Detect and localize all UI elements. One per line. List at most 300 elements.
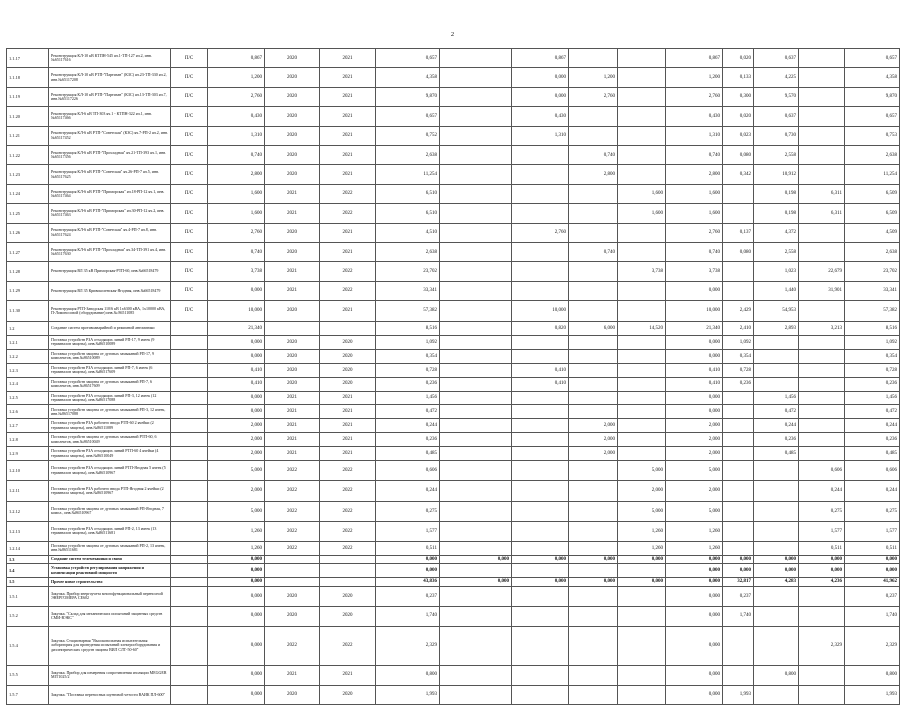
row-col-12 bbox=[799, 586, 845, 606]
table-row bbox=[7, 521, 900, 541]
row-col-12 bbox=[799, 419, 845, 433]
table-row bbox=[7, 626, 900, 665]
row-col-9: 0,000 bbox=[666, 606, 723, 626]
row-total-cost: 2,638 bbox=[376, 242, 440, 261]
row-col-5 bbox=[440, 242, 512, 261]
row-code: 1.1.22 bbox=[7, 145, 49, 164]
row-col-9: 5,000 bbox=[666, 460, 723, 480]
row-name: Закупка. Прибор для измерения сопротивления изоляции MEGGER MIT1025/2 bbox=[49, 665, 171, 685]
row-col-5 bbox=[440, 665, 512, 685]
row-code: 1.3 bbox=[7, 555, 49, 564]
row-col-8 bbox=[618, 419, 666, 433]
table-row bbox=[7, 349, 900, 363]
row-col-13: 33,341 bbox=[845, 281, 900, 300]
row-total-cost: 0,000 bbox=[376, 564, 440, 578]
row-unit bbox=[171, 460, 208, 480]
row-start-year: 2020 bbox=[265, 126, 320, 145]
row-col-8 bbox=[618, 107, 666, 126]
row-col-9: 2,000 bbox=[666, 419, 723, 433]
row-col-9: 2,000 bbox=[666, 447, 723, 461]
table-row bbox=[7, 419, 900, 433]
row-start-year: 2021 bbox=[265, 281, 320, 300]
row-col-12 bbox=[799, 145, 845, 164]
row-col-10 bbox=[723, 541, 754, 555]
row-start-year: 2020 bbox=[265, 685, 320, 705]
row-name: Реконструкция ВЛ 35 кВ Приморская-РТП-60, инв.№66518479 bbox=[49, 262, 171, 281]
row-unit bbox=[171, 685, 208, 705]
table-row bbox=[7, 377, 900, 391]
row-unit bbox=[171, 521, 208, 541]
table-row bbox=[7, 145, 900, 164]
row-end-year: 2020 bbox=[320, 377, 376, 391]
table-row bbox=[7, 204, 900, 223]
row-unit: П/С bbox=[171, 107, 208, 126]
row-unit bbox=[171, 501, 208, 521]
row-start-year: 2020 bbox=[265, 242, 320, 261]
row-total-cost: 2,638 bbox=[376, 145, 440, 164]
row-col-8 bbox=[618, 126, 666, 145]
row-col-9: 0,000 bbox=[666, 665, 723, 685]
row-col-9: 21,340 bbox=[666, 321, 723, 335]
row-col-11: 10,912 bbox=[754, 165, 799, 184]
row-col-13: 1,740 bbox=[845, 606, 900, 626]
row-col-13: 4,509 bbox=[845, 223, 900, 242]
row-start-year: 2022 bbox=[265, 626, 320, 665]
table-row bbox=[7, 460, 900, 480]
row-end-year bbox=[320, 564, 376, 578]
row-code: 1.2.12 bbox=[7, 501, 49, 521]
row-col-11 bbox=[754, 521, 799, 541]
row-length-km: 0,740 bbox=[208, 242, 265, 261]
row-code: 1.2.8 bbox=[7, 433, 49, 447]
row-code: 1.2.6 bbox=[7, 405, 49, 419]
row-start-year: 2021 bbox=[265, 447, 320, 461]
row-name: Поставка устройств защиты от дуговых замыканий РП-7, 6 комплектов, инв.№86517609 bbox=[49, 377, 171, 391]
row-col-12 bbox=[799, 87, 845, 106]
table-row bbox=[7, 87, 900, 106]
row-col-6 bbox=[512, 606, 569, 626]
row-code: 1.1.29 bbox=[7, 281, 49, 300]
row-col-11 bbox=[754, 349, 799, 363]
row-col-5 bbox=[440, 281, 512, 300]
row-col-11: 1,023 bbox=[754, 262, 799, 281]
row-col-9: 0,000 bbox=[666, 586, 723, 606]
row-col-6 bbox=[512, 501, 569, 521]
row-col-11: 2,893 bbox=[754, 321, 799, 335]
row-col-6 bbox=[512, 262, 569, 281]
row-start-year: 2021 bbox=[265, 433, 320, 447]
row-start-year: 2022 bbox=[265, 521, 320, 541]
row-col-10: 0,137 bbox=[723, 223, 754, 242]
row-col-11: 0,000 bbox=[754, 555, 799, 564]
row-col-11: 0,637 bbox=[754, 107, 799, 126]
row-col-12: 0,000 bbox=[799, 555, 845, 564]
row-name: Закупка. Прибор энергоучета многофункциональный переносной ЭНЕРГОМЕРА CE602 bbox=[49, 586, 171, 606]
row-start-year: 2020 bbox=[265, 223, 320, 242]
row-col-13: 0,606 bbox=[845, 460, 900, 480]
row-end-year: 2022 bbox=[320, 184, 376, 203]
row-col-7 bbox=[569, 107, 618, 126]
row-col-13: 9,870 bbox=[845, 87, 900, 106]
row-end-year: 2021 bbox=[320, 165, 376, 184]
row-unit bbox=[171, 665, 208, 685]
row-end-year bbox=[320, 321, 376, 335]
row-name: Реконструкция КЛ-6 кВ ТП-303 яч.1 - КТПН-322 яч.1, инв.№65117466 bbox=[49, 107, 171, 126]
row-col-9: 0,410 bbox=[666, 377, 723, 391]
row-col-13: 0,472 bbox=[845, 405, 900, 419]
row-total-cost: 0,472 bbox=[376, 405, 440, 419]
row-col-5 bbox=[440, 68, 512, 87]
row-code: 1.5.7 bbox=[7, 685, 49, 705]
row-col-8: 1,600 bbox=[618, 204, 666, 223]
row-col-13: 23,702 bbox=[845, 262, 900, 281]
row-code: 1.2.10 bbox=[7, 460, 49, 480]
row-unit bbox=[171, 481, 208, 501]
row-name: Реконструкция КЛ-6 кВ РТП-"Прохладная" яч.34-ТП-391 яч.4, инв.№65117630 bbox=[49, 242, 171, 261]
row-total-cost: 1,577 bbox=[376, 521, 440, 541]
row-col-6 bbox=[512, 433, 569, 447]
row-col-7 bbox=[569, 481, 618, 501]
table-row bbox=[7, 405, 900, 419]
row-total-cost: 0,511 bbox=[376, 541, 440, 555]
row-col-12: 0,244 bbox=[799, 481, 845, 501]
row-col-8 bbox=[618, 68, 666, 87]
row-col-9: 0,410 bbox=[666, 363, 723, 377]
row-col-6: 1,310 bbox=[512, 126, 569, 145]
row-col-10: 1,993 bbox=[723, 685, 754, 705]
row-col-5 bbox=[440, 204, 512, 223]
row-col-9: 0,000 bbox=[666, 349, 723, 363]
row-total-cost: 0,244 bbox=[376, 419, 440, 433]
row-col-6 bbox=[512, 481, 569, 501]
row-start-year: 2020 bbox=[265, 335, 320, 349]
row-col-8 bbox=[618, 685, 666, 705]
row-start-year: 2020 bbox=[265, 107, 320, 126]
row-col-11: 2,558 bbox=[754, 145, 799, 164]
row-unit bbox=[171, 349, 208, 363]
row-col-9: 0,000 bbox=[666, 405, 723, 419]
row-col-10 bbox=[723, 281, 754, 300]
row-length-km: 1,600 bbox=[208, 204, 265, 223]
row-col-7 bbox=[569, 606, 618, 626]
row-total-cost: 0,657 bbox=[376, 107, 440, 126]
row-col-12 bbox=[799, 433, 845, 447]
row-col-11 bbox=[754, 685, 799, 705]
row-start-year bbox=[265, 321, 320, 335]
row-end-year: 2020 bbox=[320, 606, 376, 626]
row-code: 1.1.25 bbox=[7, 204, 49, 223]
row-end-year: 2020 bbox=[320, 363, 376, 377]
row-name: Поставка устройств защиты от дуговых замыканий РП-17, 9 комплектов, инв.№86510089 bbox=[49, 349, 171, 363]
row-name: Закупка. "Склад для механических испытаний защитных средств СМИ-ВЭКС" bbox=[49, 606, 171, 626]
row-start-year: 2022 bbox=[265, 481, 320, 501]
row-col-13: 1,456 bbox=[845, 391, 900, 405]
row-name: Поставка устройств РЗА отходящих линий РТП-Ягодная 5 ячеек (5 терминалов защиты), инв.№86510967 bbox=[49, 460, 171, 480]
row-name: Поставка устройств РЗА отходящих линий РП-17, 9 ячеек (9 терминалов защиты), инв.№86510089 bbox=[49, 335, 171, 349]
row-col-9: 3,738 bbox=[666, 262, 723, 281]
row-code: 1.1.19 bbox=[7, 87, 49, 106]
row-code: 1.2.9 bbox=[7, 447, 49, 461]
row-col-5 bbox=[440, 165, 512, 184]
row-col-11 bbox=[754, 460, 799, 480]
row-col-8: 0,000 bbox=[618, 578, 666, 587]
row-col-5 bbox=[440, 586, 512, 606]
row-col-6 bbox=[512, 419, 569, 433]
row-col-13: 0,354 bbox=[845, 349, 900, 363]
row-code: 1.2 bbox=[7, 321, 49, 335]
row-name: Реконструкция КЛ-6 кВ РТП-"Советская" (КЗС) яч.7-РП-2 яч.2, инв.№65117452 bbox=[49, 126, 171, 145]
row-col-9: 0,000 bbox=[666, 555, 723, 564]
row-col-7 bbox=[569, 281, 618, 300]
table-row bbox=[7, 107, 900, 126]
row-col-7 bbox=[569, 184, 618, 203]
row-end-year: 2022 bbox=[320, 204, 376, 223]
row-total-cost: 4,510 bbox=[376, 223, 440, 242]
table-row bbox=[7, 321, 900, 335]
row-col-5 bbox=[440, 184, 512, 203]
row-col-9: 0,000 bbox=[666, 391, 723, 405]
table-row bbox=[7, 685, 900, 705]
row-name: Установка устройств регулирования напряжения и компенсации реактивной мощности bbox=[49, 564, 171, 578]
table-row bbox=[7, 541, 900, 555]
row-col-8 bbox=[618, 433, 666, 447]
row-col-12 bbox=[799, 363, 845, 377]
row-col-8 bbox=[618, 165, 666, 184]
row-col-8 bbox=[618, 665, 666, 685]
row-col-7: 2,800 bbox=[569, 165, 618, 184]
table-row bbox=[7, 242, 900, 261]
row-end-year: 2020 bbox=[320, 586, 376, 606]
row-col-8 bbox=[618, 335, 666, 349]
row-name: Поставка устройств РЗА рабочего ввода РТП-Ягодная 2 ячейки (2 терминала защиты), инв.№86510967 bbox=[49, 481, 171, 501]
row-col-7 bbox=[569, 49, 618, 68]
row-code: 1.1.21 bbox=[7, 126, 49, 145]
row-start-year bbox=[265, 555, 320, 564]
row-total-cost: 2,329 bbox=[376, 626, 440, 665]
row-col-6 bbox=[512, 391, 569, 405]
row-col-7 bbox=[569, 685, 618, 705]
row-unit: П/С bbox=[171, 126, 208, 145]
row-col-9: 0,740 bbox=[666, 145, 723, 164]
row-code: 1.2.11 bbox=[7, 481, 49, 501]
row-col-7: 2,000 bbox=[569, 419, 618, 433]
row-name: Поставка устройств РЗА отходящих линий РП-3, 12 ячеек (12 терминалов защиты), инв.№86517088 bbox=[49, 391, 171, 405]
row-col-11: 4,283 bbox=[754, 578, 799, 587]
row-unit: П/С bbox=[171, 87, 208, 106]
row-col-10: 0,728 bbox=[723, 363, 754, 377]
table-row bbox=[7, 564, 900, 578]
row-end-year: 2022 bbox=[320, 460, 376, 480]
row-col-11: 0,730 bbox=[754, 126, 799, 145]
row-col-9: 0,740 bbox=[666, 242, 723, 261]
row-col-11: 0,244 bbox=[754, 419, 799, 433]
row-end-year: 2021 bbox=[320, 433, 376, 447]
row-col-6 bbox=[512, 447, 569, 461]
row-total-cost: 0,236 bbox=[376, 433, 440, 447]
row-col-11: 9,570 bbox=[754, 87, 799, 106]
row-col-13: 2,638 bbox=[845, 242, 900, 261]
row-col-13: 8,516 bbox=[845, 321, 900, 335]
row-unit bbox=[171, 447, 208, 461]
row-code: 1.2.14 bbox=[7, 541, 49, 555]
row-col-10 bbox=[723, 460, 754, 480]
row-col-8: 14,520 bbox=[618, 321, 666, 335]
row-total-cost: 33,341 bbox=[376, 281, 440, 300]
row-end-year: 2022 bbox=[320, 262, 376, 281]
row-col-13: 0,244 bbox=[845, 419, 900, 433]
row-col-10: 0,080 bbox=[723, 145, 754, 164]
row-col-7: 0,000 bbox=[569, 555, 618, 564]
row-col-12: 6,311 bbox=[799, 204, 845, 223]
row-col-6 bbox=[512, 281, 569, 300]
row-unit bbox=[171, 321, 208, 335]
row-length-km: 2,760 bbox=[208, 223, 265, 242]
row-col-6 bbox=[512, 460, 569, 480]
row-col-10: 0,000 bbox=[723, 564, 754, 578]
row-col-8 bbox=[618, 363, 666, 377]
row-col-11 bbox=[754, 377, 799, 391]
row-name: Создание систем противоаварийной и режимной автоматики bbox=[49, 321, 171, 335]
row-code: 1.2.4 bbox=[7, 377, 49, 391]
row-length-km: 10,000 bbox=[208, 301, 265, 322]
row-col-5 bbox=[440, 405, 512, 419]
row-name: Поставка устройств защиты от дуговых замыканий РП-2, 13 ячеек, инв.№86511681 bbox=[49, 541, 171, 555]
row-col-5 bbox=[440, 541, 512, 555]
row-col-11: 54,953 bbox=[754, 301, 799, 322]
row-length-km: 0,410 bbox=[208, 363, 265, 377]
row-col-9: 10,000 bbox=[666, 301, 723, 322]
row-code: 1.2.7 bbox=[7, 419, 49, 433]
row-col-10: 0,300 bbox=[723, 87, 754, 106]
row-col-8: 2,000 bbox=[618, 481, 666, 501]
row-total-cost: 6,510 bbox=[376, 184, 440, 203]
table-row bbox=[7, 606, 900, 626]
row-col-7 bbox=[569, 564, 618, 578]
row-end-year: 2021 bbox=[320, 242, 376, 261]
row-length-km: 0,410 bbox=[208, 377, 265, 391]
row-col-6 bbox=[512, 586, 569, 606]
row-name: Реконструкция КЛ-10 кВ КТПН-545 яч.1-ТП-127 яч.2, инв.№65117616 bbox=[49, 49, 171, 68]
row-col-10: 0,354 bbox=[723, 349, 754, 363]
row-unit bbox=[171, 335, 208, 349]
row-col-11: 2,558 bbox=[754, 242, 799, 261]
table-row bbox=[7, 481, 900, 501]
row-start-year: 2021 bbox=[265, 184, 320, 203]
row-col-5 bbox=[440, 685, 512, 705]
row-col-8 bbox=[618, 447, 666, 461]
row-col-10 bbox=[723, 262, 754, 281]
row-col-11: 4,225 bbox=[754, 68, 799, 87]
row-col-11: 4,372 bbox=[754, 223, 799, 242]
row-start-year: 2020 bbox=[265, 301, 320, 322]
row-col-5 bbox=[440, 419, 512, 433]
row-name: Реконструкция КЛ-10 кВ РТП-"Партизан" (КЗС) яч.13-ТП-303 яч.7, инв.№65117226 bbox=[49, 87, 171, 106]
row-length-km: 2,000 bbox=[208, 481, 265, 501]
row-col-9: 0,867 bbox=[666, 49, 723, 68]
table-row bbox=[7, 578, 900, 587]
row-col-8: 0,000 bbox=[618, 555, 666, 564]
row-length-km: 0,000 bbox=[208, 391, 265, 405]
row-unit bbox=[171, 391, 208, 405]
row-col-10: 0,020 bbox=[723, 49, 754, 68]
row-unit bbox=[171, 419, 208, 433]
row-end-year bbox=[320, 555, 376, 564]
row-col-7: 1,200 bbox=[569, 68, 618, 87]
row-col-10 bbox=[723, 501, 754, 521]
row-code: 1.1.18 bbox=[7, 68, 49, 87]
row-code: 1.2.5 bbox=[7, 391, 49, 405]
row-total-cost: 0,244 bbox=[376, 481, 440, 501]
row-name: Реконструкция КЛ-6 кВ РТП-"Прохладная" яч.21-ТП-393 яч.1, инв.№65117356 bbox=[49, 145, 171, 164]
row-col-7 bbox=[569, 262, 618, 281]
table-row bbox=[7, 501, 900, 521]
row-col-10: 0,000 bbox=[723, 555, 754, 564]
row-col-13: 2,638 bbox=[845, 145, 900, 164]
row-unit bbox=[171, 606, 208, 626]
row-col-9: 2,000 bbox=[666, 481, 723, 501]
row-col-12 bbox=[799, 606, 845, 626]
row-col-5 bbox=[440, 87, 512, 106]
row-length-km: 1,260 bbox=[208, 541, 265, 555]
row-unit: П/С bbox=[171, 184, 208, 203]
row-code: 1.5.2 bbox=[7, 606, 49, 626]
row-col-5 bbox=[440, 391, 512, 405]
row-col-7 bbox=[569, 377, 618, 391]
row-code: 1.5.4 bbox=[7, 626, 49, 665]
row-col-11: 0,000 bbox=[754, 564, 799, 578]
row-length-km: 21,340 bbox=[208, 321, 265, 335]
row-end-year: 2022 bbox=[320, 541, 376, 555]
row-col-6: 10,000 bbox=[512, 301, 569, 322]
row-col-9: 2,760 bbox=[666, 87, 723, 106]
row-name: Реконструкция КЛ-6 кВ РТП-"Советская" яч.4-РП-7 яч.8, инв.№65117624 bbox=[49, 223, 171, 242]
row-length-km: 2,760 bbox=[208, 87, 265, 106]
row-name: Поставка устройств РЗА рабочего ввода РТП-60 2 ячейки (2 терминала защиты), инв.№86511089 bbox=[49, 419, 171, 433]
table-row bbox=[7, 433, 900, 447]
row-col-9: 1,260 bbox=[666, 521, 723, 541]
row-col-13: 0,236 bbox=[845, 377, 900, 391]
row-col-6 bbox=[512, 405, 569, 419]
table-row bbox=[7, 262, 900, 281]
page-number: 2 bbox=[450, 31, 455, 38]
row-col-6 bbox=[512, 204, 569, 223]
row-col-9: 0,000 bbox=[666, 335, 723, 349]
table-row bbox=[7, 68, 900, 87]
row-col-7 bbox=[569, 349, 618, 363]
row-name: Закупка. Стационарная "Высоковольтная испытательная лаборатория для проведения испытаний электрооборудования и диэлектрических средств защиты ВИЛ СЛТ-50-60" bbox=[49, 626, 171, 665]
row-length-km: 1,600 bbox=[208, 184, 265, 203]
row-length-km: 0,000 bbox=[208, 555, 265, 564]
row-col-13: 0,657 bbox=[845, 107, 900, 126]
row-col-8: 5,000 bbox=[618, 501, 666, 521]
row-col-7 bbox=[569, 501, 618, 521]
row-col-9: 1,260 bbox=[666, 541, 723, 555]
row-col-10: 0,023 bbox=[723, 126, 754, 145]
row-col-13: 4,358 bbox=[845, 68, 900, 87]
row-start-year: 2022 bbox=[265, 501, 320, 521]
row-col-13: 0,753 bbox=[845, 126, 900, 145]
row-unit bbox=[171, 564, 208, 578]
row-col-6 bbox=[512, 335, 569, 349]
row-col-12: 31,901 bbox=[799, 281, 845, 300]
row-col-9: 1,600 bbox=[666, 184, 723, 203]
row-length-km: 3,738 bbox=[208, 262, 265, 281]
row-col-11 bbox=[754, 335, 799, 349]
row-name: Реконструкция КЛ-6 кВ РТП-"Приморская" яч.18-РП-12 яч.1, инв.№65117464 bbox=[49, 184, 171, 203]
row-total-cost: 6,510 bbox=[376, 204, 440, 223]
row-col-7 bbox=[569, 541, 618, 555]
table-row bbox=[7, 223, 900, 242]
